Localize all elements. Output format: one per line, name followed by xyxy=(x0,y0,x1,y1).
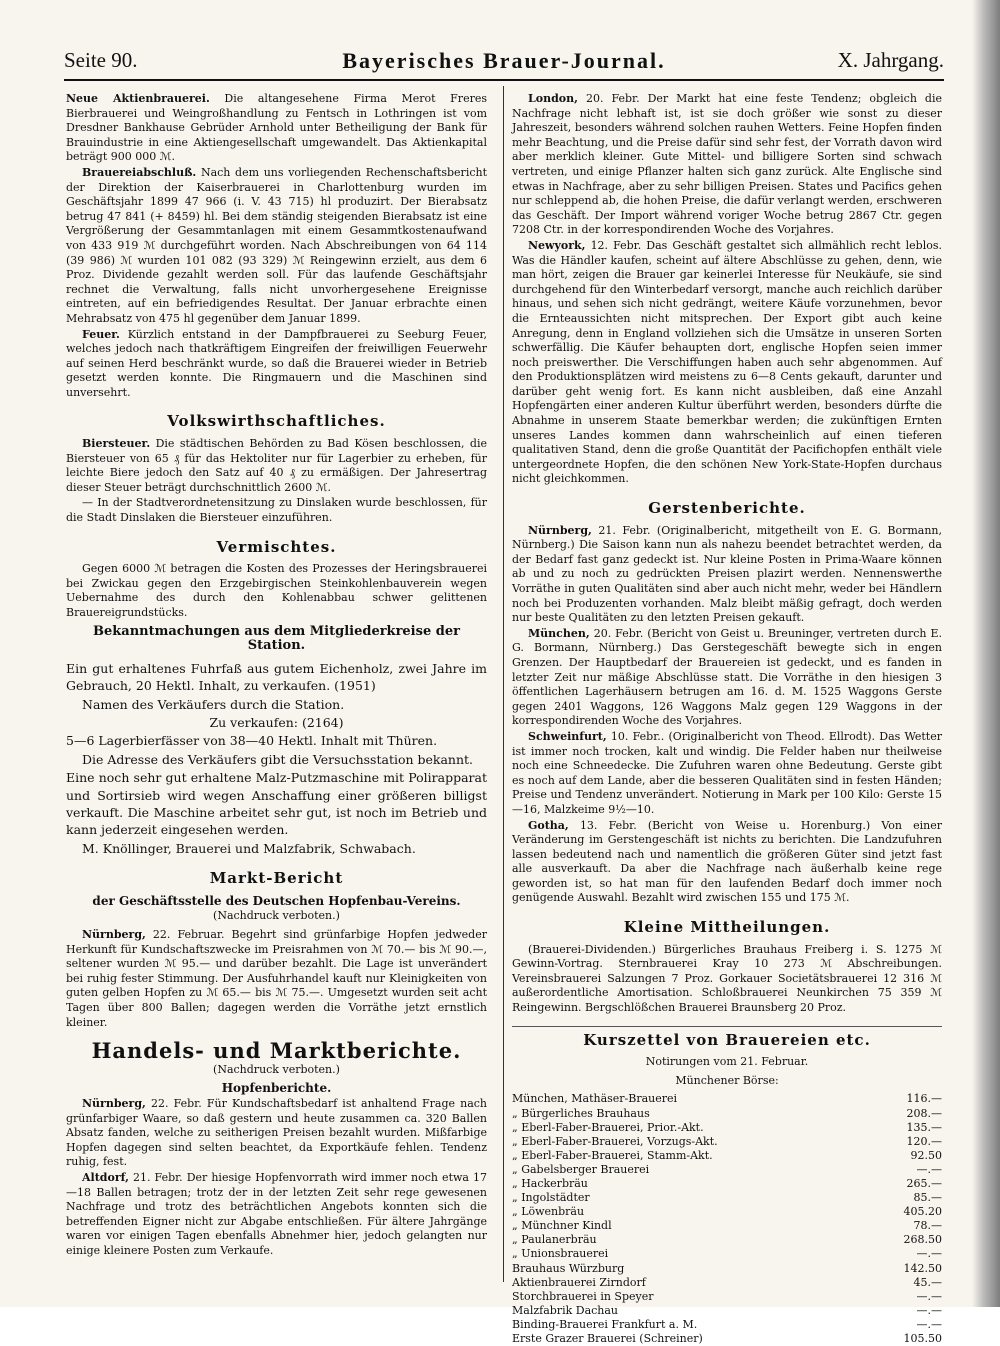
article-brauereiabschluss xyxy=(66,166,487,327)
article-head: Altdorf, xyxy=(82,1170,129,1184)
section-title-vermischtes: Vermischtes. xyxy=(216,537,337,556)
kurs-name: Storchbrauerei in Speyer xyxy=(512,1289,654,1303)
reprint-note: (Nachdruck verboten.) xyxy=(213,1062,340,1076)
article-newyork xyxy=(512,239,942,487)
kurs-value: 45.— xyxy=(913,1275,942,1289)
ad-fuhrfass: Ein gut erhaltenes Fuhrfaß aus gutem Eichenholz, zwei Jahre im Gebrauch, 20 Hektl. Inhalt, zu verkaufen. (1951) xyxy=(66,660,487,694)
kurs-row xyxy=(512,1262,942,1276)
article-dividenden xyxy=(512,943,942,1016)
article-text: Die altangesehene Firma Merot Freres Bierbrauerei und Weingroßhandlung zu Fentsch in Lothringen ist vom Dresdner Bankhause Gebrüder Arnhold unter Betheiligung der Bank für Brauindustrie in eine Aktiengesellschaft umgewandelt. Das Aktienkapital beträgt 900 000 ℳ. xyxy=(66,92,487,164)
kurs-name: „ Unionsbrauerei xyxy=(512,1247,609,1261)
article-gotha xyxy=(512,819,942,907)
article-dinslaken: — In der Stadtverordnetensitzung zu Dinslaken wurde beschlossen, für die Stadt Dinslaken die Biersteuer einzuführen. xyxy=(66,496,487,525)
kurs-row xyxy=(512,1107,942,1121)
article-biersteuer xyxy=(66,437,487,495)
article-text: 20. Febr. (Bericht von Geist u. Breuninger, vertreten durch E. G. Bormann, Nürnberg.) Das Gerstegeschäft bewegte sich in engen Grenzen. Der Hauptbedarf der Brauereien ist gedeckt, und es fanden in letzter Zeit nur mäßige Abschlüsse statt. Die Vorräthe in den hiesigen 3 öffentlichen Lagerhäusern betrugen am 16. d. M. 1525 Waggons Gerste gegen 2401 Waggons, 126 Waggons Malz gegen 129 Waggons in der korrespondirenden Woche des Vorjahres. xyxy=(512,626,942,728)
page-number: Seite 90. xyxy=(64,48,138,72)
kurs-name: „ Bürgerliches Brauhaus xyxy=(512,1106,650,1120)
kurs-value: —.— xyxy=(916,1289,942,1303)
kurs-value: —.— xyxy=(916,1317,942,1331)
kurs-value: 135.— xyxy=(906,1120,942,1134)
kurs-value: 120.— xyxy=(906,1134,942,1148)
kurs-row xyxy=(512,1332,942,1346)
kurs-table xyxy=(512,1092,942,1346)
article-nuernberg-gerste xyxy=(512,524,942,626)
kurs-row xyxy=(512,1233,942,1247)
article-text: 22. Februar. Begehrt sind grünfarbige Hopfen jedweder Herkunft für Kundschaftszwecke im Preisrahmen von ℳ 70.— bis ℳ 90.—, seltener wurden ℳ 95.— und darüber bezahlt. Die Lage ist unverändert bei ruhig fester Stimmung. Der Ausfuhrhandel kauft nur Kleinigkeiten von guten gelben Hopfen zu ℳ 65.— bis ℳ 75.—. Umgesetzt wurden seit acht Tagen über 800 Ballen; dagegen werden die Vorräthe jetzt ernstlich kleiner. xyxy=(66,928,487,1029)
ad-fuhrfass-contact: Namen des Verkäufers durch die Station. xyxy=(82,696,345,712)
kurs-row xyxy=(512,1247,942,1261)
section-subtitle: der Geschäftsstelle des Deutschen Hopfenbau-Vereins. xyxy=(92,893,461,908)
right-column xyxy=(512,92,942,1346)
kurs-row xyxy=(512,1276,942,1290)
article-text: Die städtischen Behörden zu Bad Kösen beschlossen, die Biersteuer von 65 ₰ für das Hektoliter nur für Lagerbier zu erheben, für leichte Biere jedoch den Satz auf 40 ₰ zu ermäßigen. Der Jahresertrag dieser Steuer beträgt durchschnittlich 2600 ℳ. xyxy=(66,437,487,494)
kurs-value: 85.— xyxy=(913,1191,942,1205)
kurs-name: Erste Grazer Brauerei (Schreiner) xyxy=(512,1332,703,1345)
article-text: 21. Febr. Der hiesige Hopfenvorrath wird immer noch etwa 17—18 Ballen betragen; trotz der in der letzten Zeit sehr rege gewesenen Nachfrage und trotz des beträchtlichen Angebots konnten sich die betreffenden Eigner nicht zur Abgabe entschließen. Für ältere Jahrgänge waren vor einigen Tagen ebenfalls Abnehmer hier, jedoch gelangten nur einige kleinere Posten zum Verkaufe. xyxy=(66,1170,487,1257)
kurs-name: „ Eberl-Faber-Brauerei, Stamm-Akt. xyxy=(512,1148,713,1162)
article-nuernberg-hopfen xyxy=(66,1097,487,1170)
kurs-name: „ Eberl-Faber-Brauerei, Prior.-Akt. xyxy=(512,1120,704,1134)
kurs-value: —.— xyxy=(916,1162,942,1176)
article-muenchen-gerste xyxy=(512,627,942,729)
kurs-name: Binding-Brauerei Frankfurt a. M. xyxy=(512,1317,698,1331)
left-column xyxy=(66,92,487,1260)
article-text: Nach dem uns vorliegenden Rechenschaftsbericht der Direktion der Kaiserbrauerei in Charlottenburg wurden im Geschäftsjahr 1899 47 966 (i. V. 43 715) hl produzirt. Der Bierabsatz betrug 47 841 (+ 8459) hl. Bei dem ständig steigenden Bierabsatz ist eine Vergrößerung der Gesammtanlagen mit einem Gesammtkostenaufwand von 433 919 ℳ durchgeführt worden. Nach Abschreibungen von 64 114 (39 986) ℳ wurden 101 082 (93 329) ℳ Reingewinn erzielt, aus dem 6 Proz. Dividende gezahlt werden soll. Für das laufende Geschäftsjahr rechnet die Verwaltung, falls nicht unvorhergesehene Ereignisse eintreten, auf ein befriedigendes Resultat. Der Januar erbrachte einen Mehrabsatz von 475 hl gegenüber dem Januar 1899. xyxy=(66,165,487,325)
kurs-value: 405.20 xyxy=(903,1205,942,1219)
section-title-bekanntmachungen: Bekanntmachungen aus dem Mitgliederkreise der Station. xyxy=(93,623,460,654)
article-schweinfurt xyxy=(512,730,942,818)
article-head: Brauereiabschluß. xyxy=(82,165,197,179)
kurs-value: 116.— xyxy=(906,1092,942,1106)
article-nuernberg-markt xyxy=(66,928,487,1030)
article-head: Nürnberg, xyxy=(82,928,146,942)
header-rule xyxy=(64,79,944,81)
article-text: Kürzlich entstand in der Dampfbrauerei zu Seeburg Feuer, welches jedoch nach thatkräftigem Eingreifen der freiwilligen Feuerwehr auf seinen Herd beschränkt wurde, so daß die Brauerei wieder in Betrieb gesetzt werden konnte. Die Ringmauern und die Maschinen sind unversehrt. xyxy=(66,327,488,399)
article-head: Nürnberg, xyxy=(82,1096,146,1110)
advertisements xyxy=(66,660,487,857)
kurs-row xyxy=(512,1121,942,1135)
article-head: Feuer. xyxy=(82,327,120,341)
kurs-name: Brauhaus Würzburg xyxy=(512,1261,625,1275)
article-text: 10. Febr.. (Originalbericht von Theod. Ellrodt). Das Wetter ist immer noch trocken, kalt und windig. Die Felder haben nur theilweise noch eine Schneedecke. Die Zufuhren waren ohne Bedeutung. Gerste gibt es noch auf dem Lande, aber die besseren Qualitäten sind in festen Händen; Preise und Tendenz unverändert. Notierung in Mark per 100 Kilo: Gerste 15—16, Malzkeime 9½—10. xyxy=(512,729,942,816)
article-head: Biersteuer. xyxy=(82,437,151,451)
article-heringsbrauerei: Gegen 6000 ℳ betragen die Kosten des Prozesses der Heringsbrauerei bei Zwickau gegen den Erzgebirgischen Steinkohlenbauverein wegen Uebernahme des durch den Kohlenabbau schwer gelittenen Brauereigrundstücks. xyxy=(66,562,487,619)
ad-lagerbierfaesser: 5—6 Lagerbierfässer von 38—40 Hektl. Inhalt mit Thüren. xyxy=(66,733,438,749)
section-subtitle-hopfenberichte: Hopfenberichte. xyxy=(221,1081,332,1096)
kurs-value: 142.50 xyxy=(903,1261,942,1275)
article-feuer xyxy=(66,328,487,401)
kurs-value: 92.50 xyxy=(910,1148,942,1162)
section-title-volkswirthschaftliches: Volkswirthschaftliches. xyxy=(167,412,386,431)
article-head: Schweinfurt, xyxy=(528,729,607,743)
kurs-name: „ Paulanerbräu xyxy=(512,1233,597,1247)
kurs-row xyxy=(512,1149,942,1163)
article-head: Neue Aktienbrauerei. xyxy=(66,92,210,105)
article-head: Newyork, xyxy=(528,238,586,252)
ad-signature: M. Knöllinger, Brauerei und Malzfabrik, Schwabach. xyxy=(82,840,416,856)
kurs-date: Notirungen vom 21. Februar. xyxy=(645,1055,809,1069)
ad-lead: Zu verkaufen: (2164) xyxy=(209,715,344,730)
volume-label: X. Jahrgang. xyxy=(837,48,944,72)
column-divider xyxy=(503,86,504,1282)
kurs-name: „ Löwenbräu xyxy=(512,1205,585,1219)
kurs-row xyxy=(512,1191,942,1205)
section-title-handels: Handels- und Marktberichte. xyxy=(91,1038,462,1064)
kurs-value: 268.50 xyxy=(903,1233,942,1247)
kurs-value: —.— xyxy=(916,1303,942,1317)
kurs-value: 105.50 xyxy=(903,1332,942,1345)
section-title-kleine-mittheilungen: Kleine Mittheilungen. xyxy=(623,918,831,937)
kurs-row xyxy=(512,1135,942,1149)
section-title-marktbericht: Markt-Bericht xyxy=(209,869,344,888)
article-head: Nürnberg, xyxy=(528,523,592,537)
kurs-name: „ Münchner Kindl xyxy=(512,1219,612,1233)
article-head: (Brauerei-Dividenden.) xyxy=(528,942,656,956)
kurs-name: „ Ingolstädter xyxy=(512,1191,590,1205)
kurs-name: Malzfabrik Dachau xyxy=(512,1303,619,1317)
article-text: 13. Febr. (Bericht von Weise u. Horenburg.) Von einer Veränderung im Gerstengeschäft ist nichts zu berichten. Die Landzufuhren lassen bedeutend nach und namentlich die größeren Güter sind jetzt fast alle ausverkauft. Da aber die Nachfrage nach äußerhalb keine rege geworden ist, so hat man für den laufenden Bedarf doch immer noch genügende Auswahl. Bezahlt wird zwischen 155 und 175 ℳ. xyxy=(512,818,942,905)
kurs-value: 265.— xyxy=(906,1176,942,1190)
kurs-row xyxy=(512,1290,942,1304)
article-head: London, xyxy=(528,92,578,105)
kurs-name: „ Hackerbräu xyxy=(512,1176,588,1190)
section-title-gerstenberichte: Gerstenberichte. xyxy=(648,499,806,518)
kurs-row xyxy=(512,1219,942,1233)
ad-malzputzmaschine: Eine noch sehr gut erhaltene Malz-Putzmaschine mit Polirapparat und Sortirsieb wird wegen Anschaffung einer größeren billigst verkauft. Die Maschine arbeitet sehr gut, ist noch im Betrieb und kann jederzeit eingesehen werden. xyxy=(66,770,487,838)
kurs-row xyxy=(512,1304,942,1318)
reprint-note: (Nachdruck verboten.) xyxy=(213,909,340,923)
kurs-name: „ Eberl-Faber-Brauerei, Vorzugs-Akt. xyxy=(512,1134,718,1148)
kurs-boerse: Münchener Börse: xyxy=(675,1073,779,1087)
article-text: 21. Febr. (Originalbericht, mitgetheilt von E. G. Bormann, Nürnberg.) Die Saison kann nun als nahezu beendet betrachtet werden, da der Bedarf fast ganz gedeckt ist. Nur kleine Posten in Prima-Waare können ab und zu noch zu gedrückten Preisen plazirt werden. Nennenswerthe Vorräthe in guten Qualitäten sind aber auch nicht mehr, weder bei Händlern noch bei Produzenten vorhanden. Malz bleibt mäßig gefragt, doch werden nur beste Qualitäten zu den letzten Preisen gekauft. xyxy=(512,523,942,625)
kurs-row xyxy=(512,1163,942,1177)
page-edge xyxy=(972,0,1000,1307)
journal-title: Bayerisches Brauer-Journal. xyxy=(342,48,666,73)
article-text: 22. Febr. Für Kundschaftsbedarf ist anhaltend Frage nach grünfarbiger Waare, so daß gestern und heute zusammen ca. 320 Ballen Absatz fanden, welche zu seitherigen Preisen bezahlt wurden. Mißfarbige Hopfen dagegen sind selten beachtet, da Exportkäufe fehlen. Tendenz ruhig, fest. xyxy=(66,1096,488,1169)
article-text: Bürgerliches Brauhaus Freiberg i. S. 1275 ℳ Gewinn-Vortrag. Sternbrauerei Kray 10 273 ℳ Abschreibungen. Vereinsbrauerei Salzungen 7 Proz. Gorkauer Societätsbrauerei 12 316 ℳ außerordentliche Amortisation. Schloßbrauerei Neunkirchen 75 359 ℳ Reingewinn. Bergschlößchen Brauerei Braunsberg 20 Proz. xyxy=(512,942,942,1015)
article-head: Gotha, xyxy=(528,818,569,832)
kurs-row xyxy=(512,1092,942,1106)
article-altdorf xyxy=(66,1171,487,1259)
kurs-value: —.— xyxy=(916,1247,942,1261)
kurs-row xyxy=(512,1318,942,1332)
kurs-row xyxy=(512,1205,942,1219)
article-text: 12. Febr. Das Geschäft gestaltet sich allmählich recht leblos. Was die Händler kaufen, scheint auf ältere Abschlüsse zu gehen, denn, wie man hört, zeigen die Brauer gar keinerlei Interesse für Neukäufe, sie sind durchgehend für den Winterbedarf versorgt, manche auch reichlich darüber hinaus, und sehen sich nicht gedrängt, weitere Käufe vorzunehmen, bevor die Ernteaussichten nicht mitsprechen. Der Export gibt auch keine Anregung, denn in England vollziehen sich die Umsätze in unseren Sorten schwerfällig. Die Käufer behaupten dort, englische Hopfen seien immer noch preiswerther. Die Verschiffungen haben auch sehr abgenommen. Auf den Produktionsplätzen wird meistens zu 6—8 Cents gekauft, darunter und darüber geht wenig fort. Es kann nicht ausbleiben, daß eine Anzahl Hopfengärten einer anderen Kultur überführt werden, besonders dürfte die Abnahme in unserem Staate bemerkbar werden; die zukünftigen Ernten unseres Landes kommen dann wahrscheinlich auf einen tieferen qualitativen Stand, denn die große Quantität der Pacifichopfen enthält viele untergeordnete Hopfen, die den schönen New York-State-Hopfen durchaus nicht gleichkommen. xyxy=(512,238,943,486)
kurs-name: „ Gabelsberger Brauerei xyxy=(512,1162,650,1176)
article-london xyxy=(512,92,942,238)
ad-lagerbierfaesser-contact: Die Adresse des Verkäufers gibt die Versuchsstation bekannt. xyxy=(82,751,474,767)
section-title-kurszettel: Kurszettel von Brauereien etc. xyxy=(583,1030,871,1049)
article-neue-aktienbrauerei xyxy=(66,92,487,165)
kurs-row xyxy=(512,1177,942,1191)
article-head: München, xyxy=(528,626,590,640)
kurs-value: 78.— xyxy=(913,1219,942,1233)
kurs-value: 208.— xyxy=(906,1106,942,1120)
kurs-name: Aktienbrauerei Zirndorf xyxy=(512,1275,646,1289)
article-text: 20. Febr. Der Markt hat eine feste Tendenz; obgleich die Nachfrage nicht lebhaft ist, ist sie doch größer wie sonst zu dieser Jahreszeit, besonders während solchen rauhen Wetters. Feine Hopfen finden mehr Beachtung, und die Preise dafür sind sehr fest, der Vorrath davon wird aber merklich kleiner. Gute Mittel- und billigere Sorten sind schwach vertreten, und einige Pflanzer halten sich ganz zurück. Alte Englische sind etwas in Nachfrage, aber zu sehr billigen Preisen. States und Pacifics gehen nur schleppend ab, die hohen Preise, die dafür verlangt werden, erschweren das Geschäft. Der Import während voriger Woche betrug 2867 Ctr. gegen 7208 Ctr. in der korrespondirenden Woche des Vorjahres. xyxy=(512,92,943,237)
kurs-name: München, Mathäser-Brauerei xyxy=(512,1092,678,1106)
page-header xyxy=(64,48,944,78)
section-separator xyxy=(512,1026,942,1027)
